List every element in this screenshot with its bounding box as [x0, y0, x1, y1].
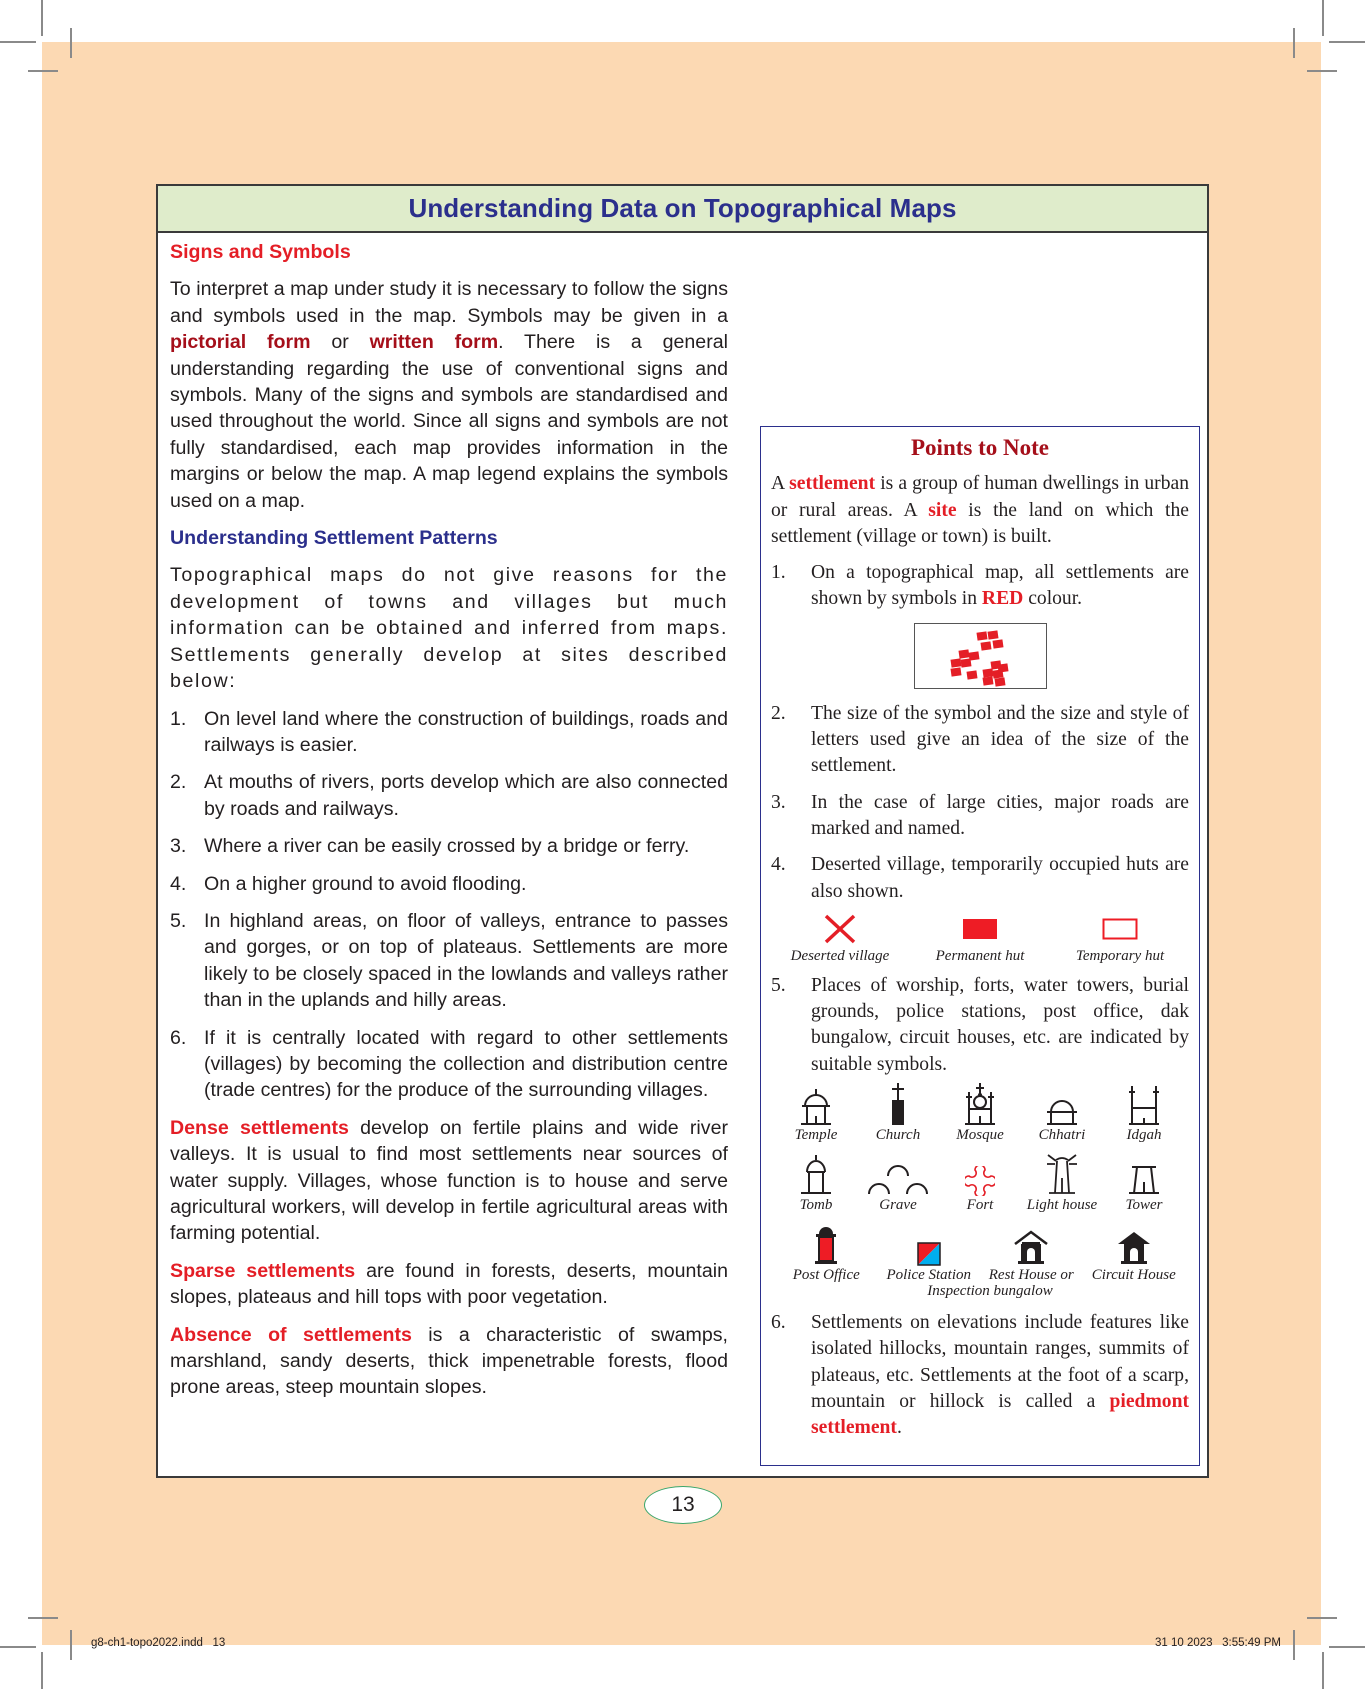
list-item [771, 790, 1189, 843]
symbol-label: Mosque [956, 1127, 1004, 1144]
list-number: 2. [170, 771, 187, 794]
crop-mark [41, 0, 43, 36]
list-number: 1. [771, 562, 786, 584]
list-text: On a higher ground to avoid flooding. [204, 872, 527, 895]
symbol-tower [1103, 1152, 1185, 1214]
symbol-lighthouse [1021, 1152, 1103, 1214]
list-item [170, 769, 728, 822]
points-intro [771, 471, 1189, 550]
idgah-icon [1126, 1082, 1162, 1126]
crop-mark [28, 70, 58, 72]
keyword-piedmont-settlement: piedmont settlement [811, 1390, 1189, 1439]
sparse-paragraph [170, 1258, 728, 1311]
filled-rect-icon [962, 911, 998, 947]
police-station-icon [917, 1222, 941, 1266]
symbols-row-2 [775, 1152, 1185, 1214]
hut-symbol-deserted [771, 911, 909, 965]
symbols-row-3 [775, 1222, 1185, 1284]
keyword-dense-settlements: Dense settlements [170, 1116, 349, 1139]
circuit-house-icon [1116, 1222, 1152, 1266]
keyword-pictorial-form: pictorial form [170, 331, 311, 354]
points-list-cont [771, 701, 1189, 905]
crop-mark [70, 1630, 72, 1660]
text: Settlements on elevations include features like isolated hillocks, mountain ranges, summits of plateaus, etc. Settlements at the foot of a scarp, mountain or hillock is called a [811, 1312, 1189, 1412]
title-banner [158, 186, 1207, 233]
text: colour. [1023, 588, 1083, 610]
list-text [811, 560, 1189, 613]
text: To interpret a map under study it is necessary to follow the signs and symbols used in the map. Symbols may be given in a [170, 278, 728, 327]
list-number: 5. [771, 974, 786, 996]
list-number: 2. [771, 702, 786, 724]
symbol-label: Rest House or [988, 1267, 1074, 1284]
symbol-church [857, 1082, 939, 1144]
list-item [170, 706, 728, 759]
symbol-tomb [775, 1152, 857, 1214]
symbol-label: Deserted village [790, 947, 890, 964]
sites-list [170, 706, 728, 1104]
list-item [771, 852, 1189, 905]
signs-heading: Signs and Symbols [170, 241, 351, 263]
absence-paragraph [170, 1322, 728, 1401]
tomb-icon [798, 1152, 834, 1196]
text: or [310, 331, 370, 354]
symbol-label: Temporary hut [1075, 947, 1165, 964]
crop-mark [1322, 0, 1324, 36]
list-item [170, 1025, 728, 1104]
keyword-sparse-settlements: Sparse settlements [170, 1259, 356, 1282]
keyword-red: RED [981, 588, 1024, 610]
symbol-label: Chhatri [1038, 1127, 1086, 1144]
left-column [170, 239, 728, 1412]
page-number: 13 [644, 1486, 722, 1524]
hut-symbol-temporary [1051, 911, 1189, 965]
cross-icon [823, 911, 857, 947]
slug-filename: g8-ch1-topo2022.indd 13 [91, 1637, 226, 1649]
text: are found in forests, deserts, mountain slopes, plateaus and hill tops with poor vegetation. [170, 1259, 728, 1309]
list-number: 6. [771, 1312, 786, 1334]
keyword-absence-of-settlements: Absence of settlements [170, 1323, 412, 1346]
dense-paragraph [170, 1115, 728, 1247]
points-title: Points to Note [911, 435, 1049, 460]
list-text: If it is centrally located with regard to other settlements (villages) by becoming the collection and distribution centre (trade centres) for the produce of the surrounding villages. [204, 1026, 728, 1102]
text: develop on fertile plains and wide river valleys. It is usual to find most settlements near sources of water supply. Villages, whose function is to house and serve agricultural workers, will develop in fertile agricultural areas with farming potential. [170, 1116, 728, 1245]
list-text: Deserted village, temporarily occupied huts are also shown. [811, 854, 1189, 902]
symbol-label: Post Office [792, 1267, 860, 1284]
keyword-settlement: settlement [789, 473, 876, 495]
symbol-rest-house [980, 1222, 1083, 1284]
outline-rect-icon [1102, 911, 1138, 947]
patterns-intro [170, 562, 728, 694]
list-item [170, 908, 728, 1014]
list-item [771, 973, 1189, 1078]
symbol-label: Idgah [1126, 1127, 1162, 1144]
crop-mark [1293, 28, 1295, 58]
hut-symbol-permanent [911, 911, 1049, 965]
slug-timestamp: 31 10 2023 3:55:49 PM [1155, 1637, 1281, 1649]
points-list-cont2 [771, 973, 1189, 1078]
list-text [811, 1310, 1189, 1441]
post-office-icon [811, 1222, 841, 1266]
patterns-heading: Understanding Settlement Patterns [170, 527, 498, 550]
list-item [170, 833, 728, 859]
crop-mark [28, 1617, 58, 1619]
symbol-label: Temple [794, 1127, 838, 1144]
symbol-fort [939, 1152, 1021, 1214]
text: . There is a general understanding regarding the use of conventional signs and symbols. Many of the signs and symbols are standardised and used throughout the world. Since all signs and symbols are not fully standardised, each map provides information in the margins or below the map. A map legend explains the symbols used on a map. [170, 331, 728, 512]
list-text: At mouths of rivers, ports develop which are also connected by roads and railways. [204, 771, 728, 820]
points-list [771, 560, 1189, 613]
list-item [771, 560, 1189, 613]
symbol-temple [775, 1082, 857, 1144]
crop-mark [1322, 1652, 1324, 1689]
crop-mark [1307, 70, 1337, 72]
chhatri-icon [1044, 1082, 1080, 1126]
symbol-label: Fort [966, 1197, 994, 1214]
list-text: Where a river can be easily crossed by a bridge or ferry. [204, 835, 690, 858]
list-number: 6. [170, 1026, 187, 1049]
list-number: 3. [771, 791, 786, 813]
symbol-mosque [939, 1082, 1021, 1144]
grave-icon [866, 1152, 930, 1196]
symbol-police-station [878, 1222, 981, 1284]
points-to-note-box [760, 426, 1200, 1466]
symbol-label: Permanent hut [935, 947, 1025, 964]
symbol-circuit-house [1083, 1222, 1186, 1284]
crop-mark [0, 41, 36, 43]
content-box [156, 184, 1209, 1478]
crop-mark [1329, 41, 1365, 43]
page-title: Understanding Data on Topographical Maps [408, 193, 957, 223]
list-text: In highland areas, on floor of valleys, entrance to passes and gorges, or on top of plateaus. Settlements are more likely to be closely spaced in the lowlands and valleys rather than in the uplands and hilly areas. [204, 909, 728, 1012]
list-text: The size of the symbol and the size and style of letters used give an idea of the size of the settlement. [811, 702, 1189, 777]
signs-paragraph [170, 276, 728, 514]
list-number: 4. [170, 872, 187, 895]
points-list-cont3 [771, 1310, 1189, 1441]
temple-icon [798, 1082, 834, 1126]
symbol-chhatri [1021, 1082, 1103, 1144]
text: Topographical maps do not give reasons for the development of towns and villages but much information can be obtained and inferred from maps. Settlements generally develop at sites described below: [170, 564, 728, 693]
text: . [896, 1417, 902, 1439]
text: is a characteristic of swamps, marshland, sandy deserts, thick impenetrable forests, flood prone areas, steep mountain slopes. [170, 1323, 728, 1399]
symbol-label: Police Station [886, 1267, 972, 1284]
text: is a group of human dwellings in urban or rural areas. A [771, 473, 1189, 521]
text: On a topographical map, all settlements are shown by symbols in [811, 562, 1189, 610]
symbol-label-continued: Inspection bungalow [927, 1283, 1053, 1300]
text: A [771, 473, 790, 495]
list-number: 1. [170, 707, 187, 730]
crop-mark [70, 28, 72, 58]
keyword-written-form: written form [369, 331, 499, 354]
tower-icon [1127, 1152, 1161, 1196]
symbol-post-office [775, 1222, 878, 1284]
settlement-symbol-icon [914, 623, 1047, 689]
list-text: In the case of large cities, major roads are marked and named. [811, 791, 1189, 839]
list-item [771, 1310, 1189, 1441]
crop-mark [1307, 1617, 1337, 1619]
symbol-label: Church [875, 1127, 921, 1144]
crop-mark [0, 1646, 36, 1648]
mosque-icon [962, 1082, 998, 1126]
keyword-site: site [928, 499, 957, 521]
rest-house-icon [1013, 1222, 1049, 1266]
crop-mark [1329, 1646, 1365, 1648]
text: is the land on which the settlement (village or town) is built. [771, 499, 1189, 547]
church-icon [886, 1082, 910, 1126]
symbol-label: Grave [879, 1197, 917, 1214]
symbol-label: Light house [1026, 1197, 1098, 1214]
list-number: 3. [170, 835, 187, 858]
list-text: On level land where the construction of buildings, roads and railways is easier. [204, 707, 728, 756]
list-item [170, 871, 728, 897]
symbols-row-1 [775, 1082, 1185, 1144]
lighthouse-icon [1044, 1152, 1080, 1196]
symbol-idgah [1103, 1082, 1185, 1144]
symbol-label: Tomb [799, 1197, 833, 1214]
symbol-label: Tower [1125, 1197, 1163, 1214]
fort-icon [965, 1152, 995, 1196]
crop-mark [1293, 1630, 1295, 1660]
list-item [771, 701, 1189, 780]
list-text: Places of worship, forts, water towers, burial grounds, police stations, post office, dak bungalow, circuit houses, etc. are indicated by suitable symbols. [811, 974, 1189, 1075]
symbol-label: Circuit House [1091, 1267, 1176, 1284]
list-number: 5. [170, 909, 187, 932]
symbol-grave [857, 1152, 939, 1214]
crop-mark [41, 1652, 43, 1689]
list-number: 4. [771, 854, 786, 876]
hut-symbols-row [771, 907, 1189, 965]
